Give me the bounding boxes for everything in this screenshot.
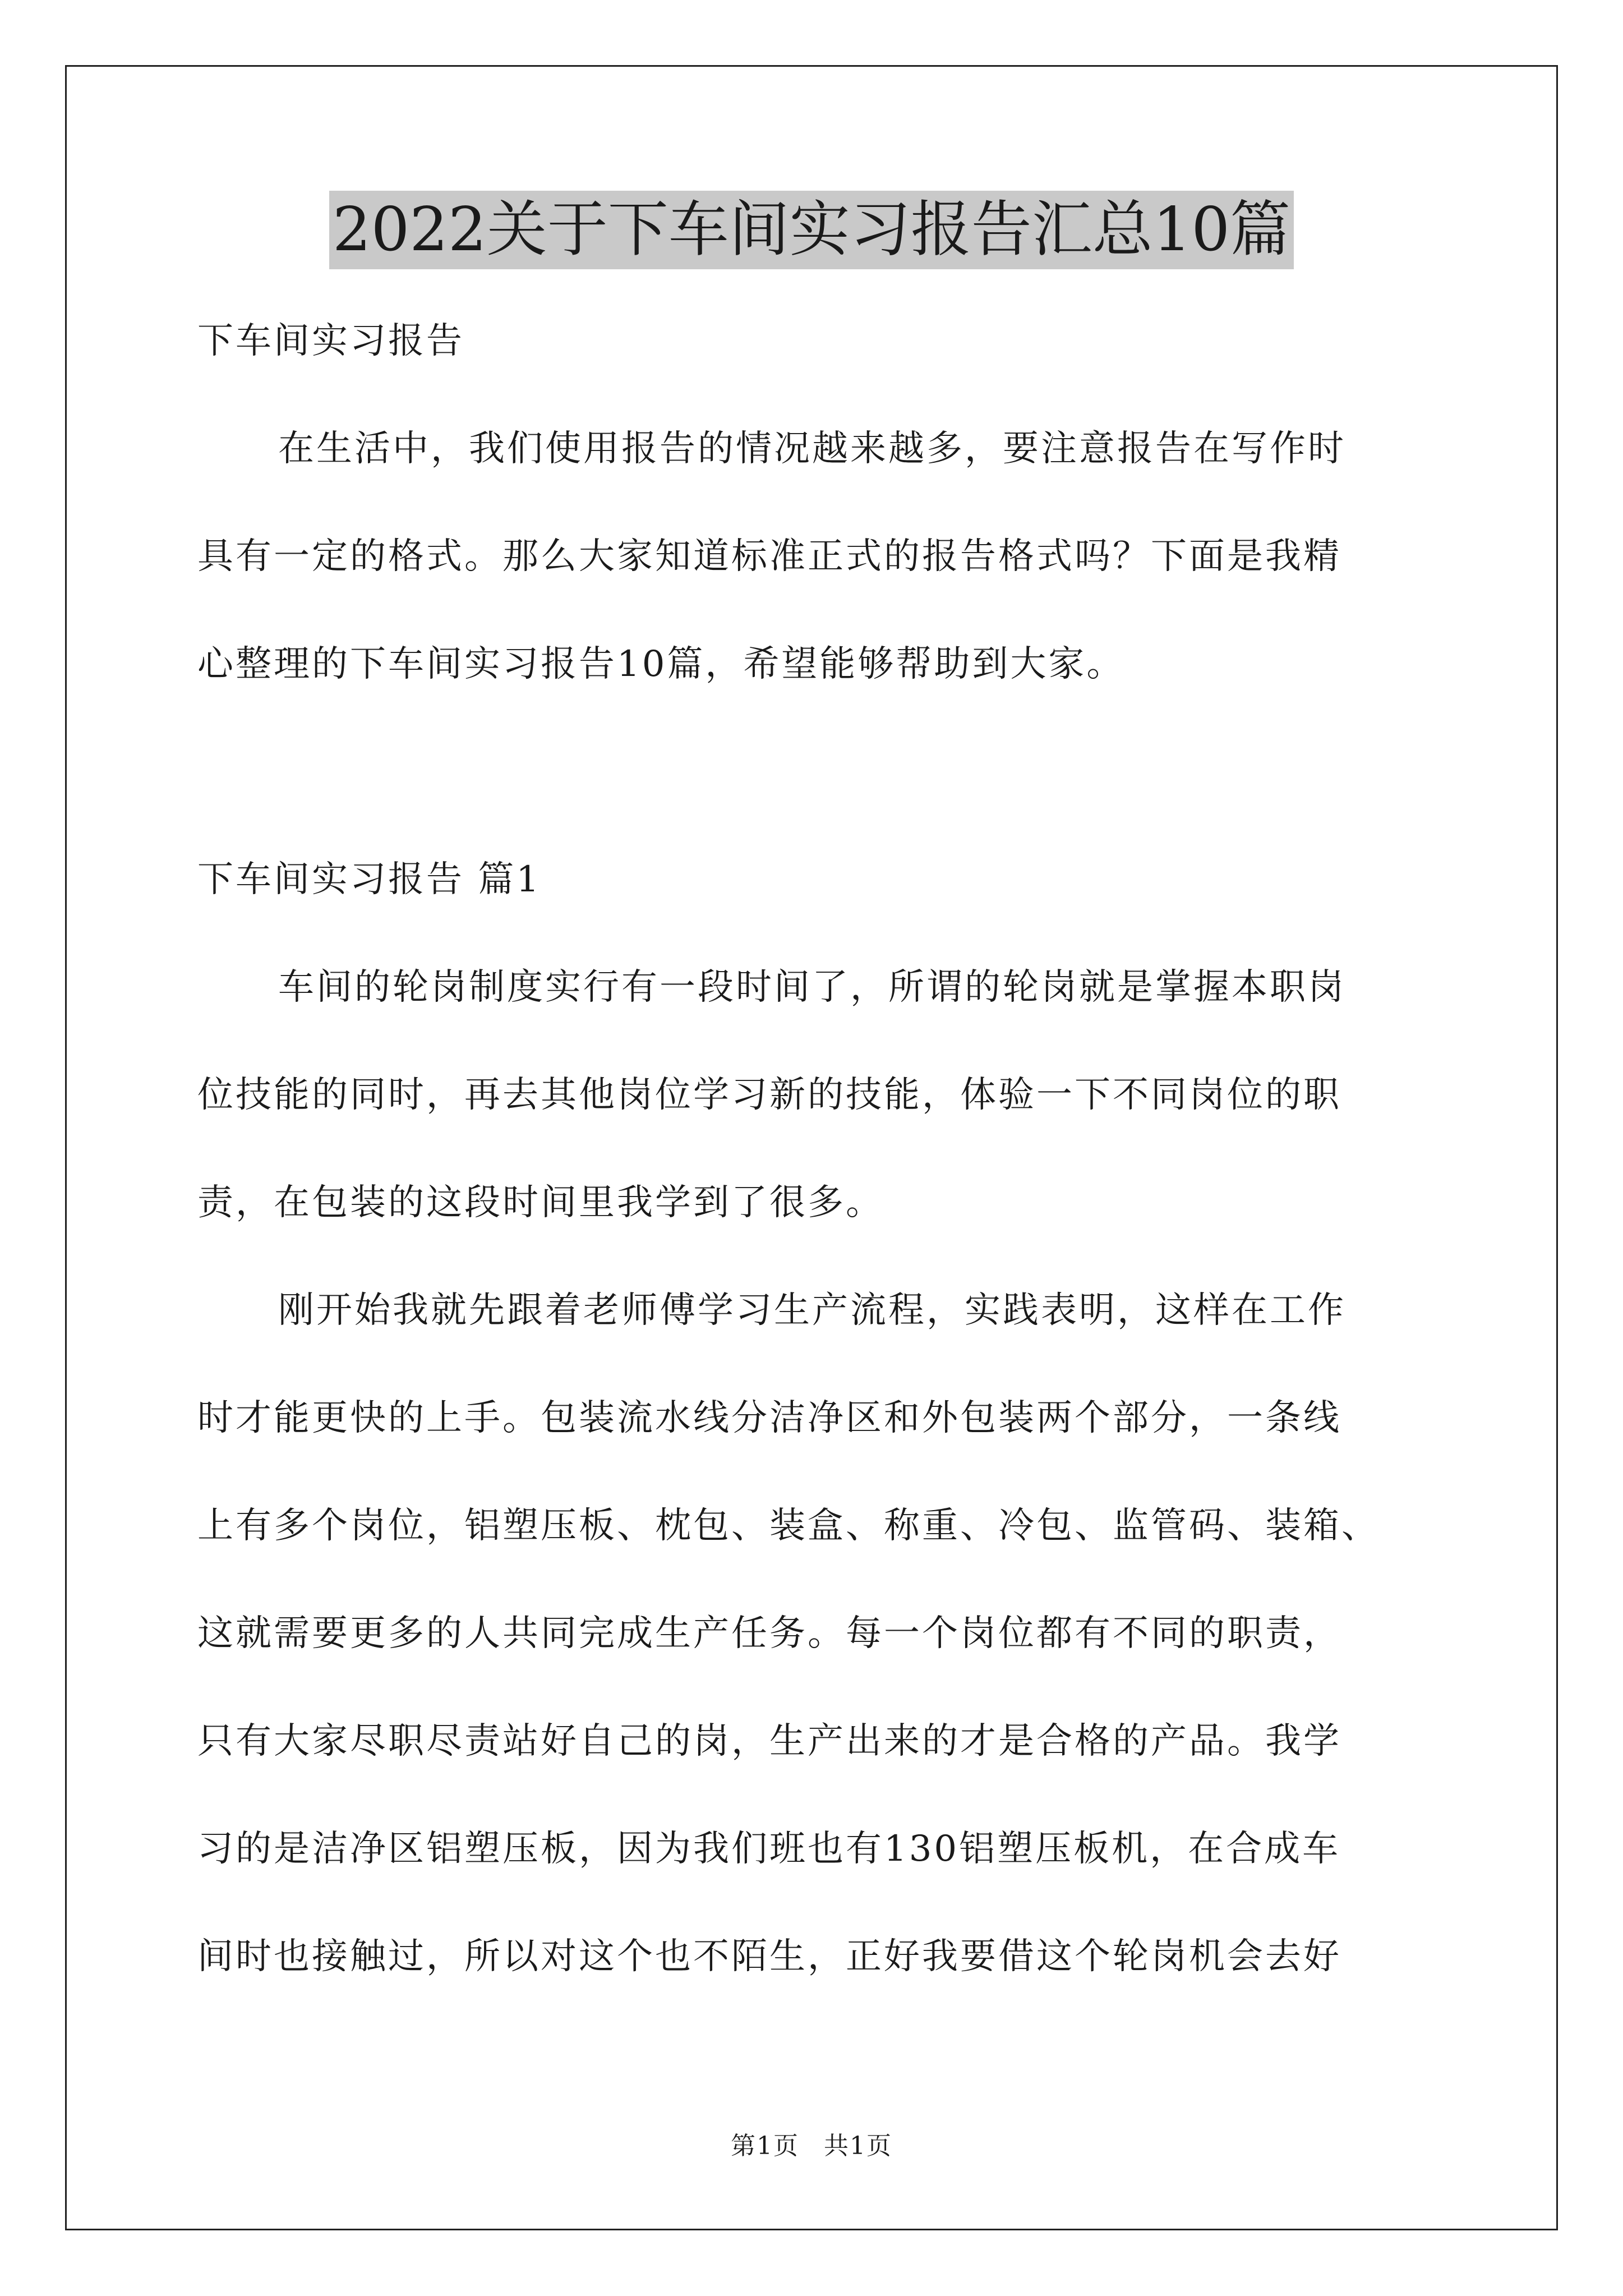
paragraph-line: 刚开始我就先跟着老师傅学习生产流程，实践表明，这样在工作 xyxy=(278,1290,1346,1331)
paragraph-line: 只有大家尽职尽责站好自己的岗，生产出来的才是合格的产品。我学 xyxy=(197,1720,1341,1762)
paragraph-line: 时才能更快的上手。包装流水线分洁净区和外包装两个部分，一条线 xyxy=(197,1397,1341,1439)
section-heading: 下车间实习报告 xyxy=(197,320,464,362)
document-title: 2022关于下车间实习报告汇总10篇 xyxy=(329,191,1294,269)
title-container xyxy=(0,191,1623,269)
page-footer xyxy=(0,2131,1623,2162)
page-total: 共1页 xyxy=(824,2132,892,2160)
paragraph-line: 习的是洁净区铝塑压板，因为我们班也有130铝塑压板机，在合成车 xyxy=(197,1828,1341,1870)
paragraph-line: 上有多个岗位，铝塑压板、枕包、装盒、称重、冷包、监管码、装箱、 xyxy=(197,1505,1380,1547)
intro-line: 具有一定的格式。那么大家知道标准正式的报告格式吗？下面是我精 xyxy=(197,536,1341,577)
intro-line: 心整理的下车间实习报告10篇，希望能够帮助到大家。 xyxy=(197,643,1125,685)
paragraph-line: 间时也接触过，所以对这个也不陌生，正好我要借这个轮岗机会去好 xyxy=(197,1936,1341,1977)
paragraph-line: 位技能的同时，再去其他岗位学习新的技能，体验一下不同岗位的职 xyxy=(197,1074,1341,1116)
paragraph-gap xyxy=(197,748,1431,855)
paragraph-line: 这就需要更多的人共同完成生产任务。每一个岗位都有不同的职责， xyxy=(197,1613,1341,1654)
document-body xyxy=(197,317,1431,2040)
page-number: 第1页 xyxy=(731,2132,799,2160)
intro-line: 在生活中，我们使用报告的情况越来越多，要注意报告在写作时 xyxy=(278,428,1346,470)
paragraph-line: 车间的轮岗制度实行有一段时间了，所谓的轮岗就是掌握本职岗 xyxy=(278,967,1346,1008)
part-heading: 下车间实习报告 篇1 xyxy=(197,859,542,900)
paragraph-line: 责，在包装的这段时间里我学到了很多。 xyxy=(197,1182,884,1223)
